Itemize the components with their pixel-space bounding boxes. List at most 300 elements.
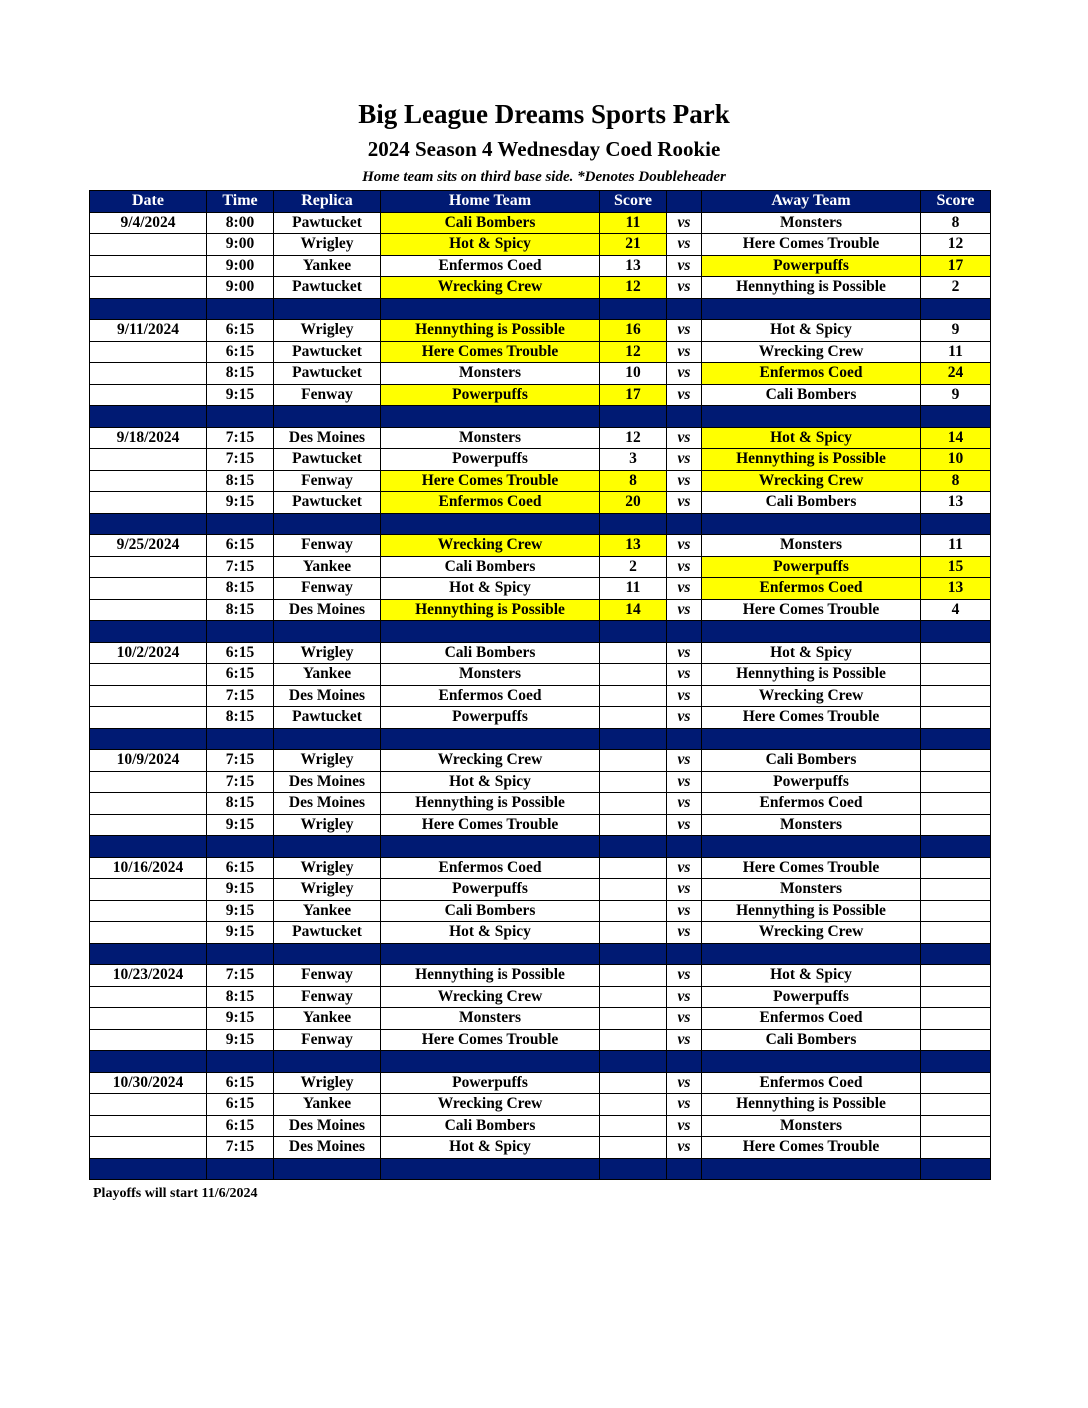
away-team-cell: Monsters	[702, 879, 921, 901]
time-cell: 6:15	[207, 1115, 274, 1137]
date-cell: 10/9/2024	[90, 750, 207, 772]
replica-cell: Fenway	[274, 986, 381, 1008]
date-cell	[90, 707, 207, 729]
week-separator-row	[90, 621, 991, 643]
vs-cell: vs	[667, 320, 702, 342]
replica-cell: Des Moines	[274, 771, 381, 793]
away-team-cell: Here Comes Trouble	[702, 234, 921, 256]
vs-cell: vs	[667, 664, 702, 686]
home-score-cell	[600, 707, 667, 729]
separator-cell	[667, 406, 702, 428]
date-cell	[90, 986, 207, 1008]
home-team-note: Home team sits on third base side. *Denotes Doubleheader	[362, 169, 726, 185]
replica-cell: Des Moines	[274, 685, 381, 707]
date-cell	[90, 814, 207, 836]
time-cell: 7:15	[207, 1137, 274, 1159]
away-team-cell: Here Comes Trouble	[702, 1137, 921, 1159]
separator-cell	[921, 943, 991, 965]
date-cell: 9/4/2024	[90, 212, 207, 234]
home-team-cell: Powerpuffs	[381, 707, 600, 729]
date-cell	[90, 771, 207, 793]
replica-cell: Wrigley	[274, 1072, 381, 1094]
separator-cell	[274, 1051, 381, 1073]
away-team-cell: Powerpuffs	[702, 986, 921, 1008]
separator-cell	[381, 943, 600, 965]
separator-cell	[274, 1158, 381, 1180]
home-score-cell	[600, 685, 667, 707]
game-row	[90, 986, 991, 1008]
away-score-cell: 13	[921, 578, 991, 600]
replica-cell: Fenway	[274, 578, 381, 600]
time-cell: 6:15	[207, 642, 274, 664]
vs-cell: vs	[667, 341, 702, 363]
away-team-cell: Enfermos Coed	[702, 363, 921, 385]
vs-cell: vs	[667, 857, 702, 879]
separator-cell	[90, 728, 207, 750]
time-cell: 8:15	[207, 986, 274, 1008]
separator-cell	[600, 298, 667, 320]
vs-cell: vs	[667, 363, 702, 385]
away-score-cell: 14	[921, 427, 991, 449]
date-cell	[90, 1115, 207, 1137]
vs-cell: vs	[667, 793, 702, 815]
away-score-cell	[921, 685, 991, 707]
time-cell: 6:15	[207, 341, 274, 363]
vs-cell: vs	[667, 771, 702, 793]
time-cell: 8:15	[207, 793, 274, 815]
date-cell	[90, 1029, 207, 1051]
away-score-cell	[921, 1072, 991, 1094]
home-score-cell	[600, 1115, 667, 1137]
game-row	[90, 470, 991, 492]
home-team-cell: Here Comes Trouble	[381, 470, 600, 492]
away-score-cell	[921, 793, 991, 815]
home-score-cell: 14	[600, 599, 667, 621]
separator-cell	[207, 728, 274, 750]
home-team-cell: Cali Bombers	[381, 212, 600, 234]
replica-cell: Pawtucket	[274, 363, 381, 385]
away-team-cell: Wrecking Crew	[702, 341, 921, 363]
home-score-cell	[600, 1008, 667, 1030]
home-score-cell: 2	[600, 556, 667, 578]
date-cell	[90, 341, 207, 363]
time-cell: 7:15	[207, 965, 274, 987]
away-team-cell: Enfermos Coed	[702, 1072, 921, 1094]
home-score-cell	[600, 771, 667, 793]
home-team-cell: Hot & Spicy	[381, 771, 600, 793]
home-team-cell: Here Comes Trouble	[381, 814, 600, 836]
away-score-cell	[921, 771, 991, 793]
week-separator-row	[90, 406, 991, 428]
game-row	[90, 1029, 991, 1051]
away-score-cell: 11	[921, 341, 991, 363]
game-row	[90, 707, 991, 729]
vs-cell: vs	[667, 234, 702, 256]
separator-cell	[667, 1158, 702, 1180]
home-score-cell	[600, 664, 667, 686]
time-cell: 9:15	[207, 1008, 274, 1030]
separator-cell	[921, 513, 991, 535]
away-team-cell: Monsters	[702, 535, 921, 557]
vs-cell: vs	[667, 449, 702, 471]
separator-cell	[381, 1158, 600, 1180]
schedule-table	[89, 190, 991, 1180]
page-subtitle: 2024 Season 4 Wednesday Coed Rookie	[367, 137, 721, 161]
game-row	[90, 1072, 991, 1094]
time-cell: 6:15	[207, 1072, 274, 1094]
away-team-cell: Monsters	[702, 1115, 921, 1137]
col-header-away-team: Away Team	[702, 191, 921, 213]
away-team-cell: Enfermos Coed	[702, 793, 921, 815]
time-cell: 9:15	[207, 879, 274, 901]
home-team-cell: Hot & Spicy	[381, 234, 600, 256]
separator-cell	[207, 513, 274, 535]
time-cell: 8:15	[207, 470, 274, 492]
home-score-cell: 10	[600, 363, 667, 385]
home-team-cell: Monsters	[381, 664, 600, 686]
game-row	[90, 277, 991, 299]
game-row	[90, 492, 991, 514]
home-team-cell: Monsters	[381, 427, 600, 449]
home-score-cell	[600, 857, 667, 879]
game-row	[90, 363, 991, 385]
home-score-cell	[600, 1029, 667, 1051]
away-score-cell: 9	[921, 320, 991, 342]
vs-cell: vs	[667, 470, 702, 492]
game-row	[90, 750, 991, 772]
separator-cell	[921, 621, 991, 643]
separator-cell	[600, 1158, 667, 1180]
date-cell: 10/30/2024	[90, 1072, 207, 1094]
home-team-cell: Monsters	[381, 363, 600, 385]
home-team-cell: Powerpuffs	[381, 384, 600, 406]
vs-cell: vs	[667, 879, 702, 901]
home-team-cell: Hennything is Possible	[381, 793, 600, 815]
game-row	[90, 1137, 991, 1159]
time-cell: 8:15	[207, 363, 274, 385]
separator-cell	[600, 621, 667, 643]
time-cell: 9:15	[207, 922, 274, 944]
vs-cell: vs	[667, 277, 702, 299]
time-cell: 8:15	[207, 707, 274, 729]
away-team-cell: Powerpuffs	[702, 771, 921, 793]
separator-cell	[381, 1051, 600, 1073]
separator-cell	[702, 1051, 921, 1073]
vs-cell: vs	[667, 1115, 702, 1137]
away-team-cell: Enfermos Coed	[702, 578, 921, 600]
separator-cell	[667, 728, 702, 750]
game-row	[90, 879, 991, 901]
date-cell	[90, 900, 207, 922]
away-team-cell: Cali Bombers	[702, 384, 921, 406]
time-cell: 7:15	[207, 449, 274, 471]
separator-cell	[702, 836, 921, 858]
away-score-cell: 12	[921, 234, 991, 256]
away-score-cell	[921, 750, 991, 772]
replica-cell: Wrigley	[274, 814, 381, 836]
separator-cell	[600, 513, 667, 535]
game-row	[90, 578, 991, 600]
away-score-cell: 9	[921, 384, 991, 406]
separator-cell	[381, 406, 600, 428]
home-team-cell: Hennything is Possible	[381, 599, 600, 621]
replica-cell: Pawtucket	[274, 212, 381, 234]
away-team-cell: Hot & Spicy	[702, 642, 921, 664]
week-separator-row	[90, 836, 991, 858]
away-team-cell: Here Comes Trouble	[702, 707, 921, 729]
date-cell	[90, 470, 207, 492]
separator-cell	[921, 836, 991, 858]
date-cell	[90, 599, 207, 621]
separator-cell	[702, 728, 921, 750]
replica-cell: Des Moines	[274, 599, 381, 621]
separator-cell	[667, 1051, 702, 1073]
away-score-cell: 11	[921, 535, 991, 557]
away-team-cell: Powerpuffs	[702, 556, 921, 578]
away-score-cell: 8	[921, 470, 991, 492]
game-row	[90, 814, 991, 836]
away-score-cell	[921, 1115, 991, 1137]
game-row	[90, 599, 991, 621]
home-score-cell	[600, 922, 667, 944]
away-score-cell: 8	[921, 212, 991, 234]
time-cell: 6:15	[207, 535, 274, 557]
time-cell: 6:15	[207, 857, 274, 879]
home-team-cell: Wrecking Crew	[381, 750, 600, 772]
time-cell: 9:15	[207, 900, 274, 922]
home-team-cell: Hennything is Possible	[381, 965, 600, 987]
game-row	[90, 535, 991, 557]
home-score-cell	[600, 986, 667, 1008]
game-row	[90, 922, 991, 944]
away-score-cell	[921, 879, 991, 901]
away-team-cell: Hot & Spicy	[702, 320, 921, 342]
date-cell	[90, 492, 207, 514]
vs-cell: vs	[667, 922, 702, 944]
date-cell	[90, 1137, 207, 1159]
replica-cell: Yankee	[274, 900, 381, 922]
replica-cell: Wrigley	[274, 320, 381, 342]
time-cell: 8:15	[207, 599, 274, 621]
week-separator-row	[90, 513, 991, 535]
game-row	[90, 556, 991, 578]
replica-cell: Wrigley	[274, 879, 381, 901]
home-team-cell: Wrecking Crew	[381, 1094, 600, 1116]
replica-cell: Des Moines	[274, 1137, 381, 1159]
game-row	[90, 664, 991, 686]
replica-cell: Pawtucket	[274, 707, 381, 729]
date-cell: 9/11/2024	[90, 320, 207, 342]
game-row	[90, 427, 991, 449]
home-score-cell: 13	[600, 535, 667, 557]
replica-cell: Wrigley	[274, 234, 381, 256]
date-cell: 9/25/2024	[90, 535, 207, 557]
away-team-cell: Monsters	[702, 814, 921, 836]
replica-cell: Des Moines	[274, 793, 381, 815]
separator-cell	[90, 621, 207, 643]
date-cell	[90, 556, 207, 578]
vs-cell: vs	[667, 1029, 702, 1051]
game-row	[90, 965, 991, 987]
col-header-replica: Replica	[274, 191, 381, 213]
away-team-cell: Hennything is Possible	[702, 277, 921, 299]
separator-cell	[207, 406, 274, 428]
replica-cell: Fenway	[274, 535, 381, 557]
replica-cell: Pawtucket	[274, 341, 381, 363]
vs-cell: vs	[667, 578, 702, 600]
game-row	[90, 320, 991, 342]
away-score-cell	[921, 707, 991, 729]
vs-cell: vs	[667, 535, 702, 557]
separator-cell	[600, 406, 667, 428]
away-score-cell	[921, 664, 991, 686]
home-score-cell	[600, 900, 667, 922]
home-team-cell: Wrecking Crew	[381, 986, 600, 1008]
game-row	[90, 449, 991, 471]
vs-cell: vs	[667, 556, 702, 578]
date-cell	[90, 685, 207, 707]
time-cell: 9:15	[207, 384, 274, 406]
vs-cell: vs	[667, 427, 702, 449]
time-cell: 9:15	[207, 814, 274, 836]
vs-cell: vs	[667, 1008, 702, 1030]
away-team-cell: Powerpuffs	[702, 255, 921, 277]
time-cell: 9:00	[207, 255, 274, 277]
separator-cell	[702, 1158, 921, 1180]
separator-cell	[274, 513, 381, 535]
separator-cell	[921, 1158, 991, 1180]
separator-cell	[600, 1051, 667, 1073]
home-score-cell: 12	[600, 277, 667, 299]
time-cell: 8:15	[207, 578, 274, 600]
game-row	[90, 384, 991, 406]
game-row	[90, 212, 991, 234]
time-cell: 6:15	[207, 664, 274, 686]
separator-cell	[207, 943, 274, 965]
home-score-cell: 17	[600, 384, 667, 406]
date-cell	[90, 1094, 207, 1116]
home-team-cell: Hot & Spicy	[381, 578, 600, 600]
replica-cell: Pawtucket	[274, 449, 381, 471]
home-score-cell: 12	[600, 341, 667, 363]
separator-cell	[207, 298, 274, 320]
vs-cell: vs	[667, 1137, 702, 1159]
vs-cell: vs	[667, 384, 702, 406]
away-score-cell	[921, 814, 991, 836]
away-score-cell	[921, 986, 991, 1008]
home-team-cell: Cali Bombers	[381, 900, 600, 922]
home-team-cell: Wrecking Crew	[381, 277, 600, 299]
separator-cell	[274, 836, 381, 858]
separator-cell	[921, 298, 991, 320]
away-team-cell: Cali Bombers	[702, 492, 921, 514]
home-team-cell: Cali Bombers	[381, 556, 600, 578]
away-score-cell	[921, 1094, 991, 1116]
replica-cell: Des Moines	[274, 427, 381, 449]
separator-cell	[381, 621, 600, 643]
home-team-cell: Here Comes Trouble	[381, 341, 600, 363]
game-row	[90, 1115, 991, 1137]
home-team-cell: Here Comes Trouble	[381, 1029, 600, 1051]
game-row	[90, 771, 991, 793]
col-header-vs	[667, 191, 702, 213]
away-score-cell: 17	[921, 255, 991, 277]
away-team-cell: Wrecking Crew	[702, 922, 921, 944]
away-score-cell: 4	[921, 599, 991, 621]
replica-cell: Fenway	[274, 1029, 381, 1051]
away-team-cell: Enfermos Coed	[702, 1008, 921, 1030]
game-row	[90, 793, 991, 815]
separator-cell	[207, 1051, 274, 1073]
time-cell: 9:15	[207, 1029, 274, 1051]
separator-cell	[600, 728, 667, 750]
home-team-cell: Cali Bombers	[381, 642, 600, 664]
date-cell	[90, 793, 207, 815]
game-row	[90, 900, 991, 922]
away-score-cell	[921, 965, 991, 987]
separator-cell	[90, 298, 207, 320]
away-score-cell: 2	[921, 277, 991, 299]
replica-cell: Fenway	[274, 384, 381, 406]
col-header-time: Time	[207, 191, 274, 213]
col-header-away-score: Score	[921, 191, 991, 213]
home-team-cell: Monsters	[381, 1008, 600, 1030]
time-cell: 7:15	[207, 556, 274, 578]
separator-cell	[667, 298, 702, 320]
separator-cell	[207, 1158, 274, 1180]
away-score-cell	[921, 1029, 991, 1051]
home-team-cell: Enfermos Coed	[381, 857, 600, 879]
home-score-cell: 11	[600, 578, 667, 600]
separator-cell	[921, 1051, 991, 1073]
date-cell	[90, 664, 207, 686]
separator-cell	[207, 836, 274, 858]
home-team-cell: Powerpuffs	[381, 1072, 600, 1094]
vs-cell: vs	[667, 255, 702, 277]
separator-cell	[274, 728, 381, 750]
separator-cell	[381, 513, 600, 535]
vs-cell: vs	[667, 750, 702, 772]
date-cell	[90, 384, 207, 406]
date-cell	[90, 879, 207, 901]
home-score-cell: 16	[600, 320, 667, 342]
away-score-cell: 15	[921, 556, 991, 578]
week-separator-row	[90, 943, 991, 965]
game-row	[90, 685, 991, 707]
col-header-home-team: Home Team	[381, 191, 600, 213]
home-score-cell	[600, 642, 667, 664]
date-cell	[90, 234, 207, 256]
date-cell	[90, 363, 207, 385]
date-cell: 10/23/2024	[90, 965, 207, 987]
header-row	[90, 191, 991, 213]
week-separator-row	[90, 728, 991, 750]
date-cell: 10/16/2024	[90, 857, 207, 879]
home-score-cell: 20	[600, 492, 667, 514]
replica-cell: Wrigley	[274, 642, 381, 664]
away-score-cell	[921, 642, 991, 664]
game-row	[90, 234, 991, 256]
away-team-cell: Here Comes Trouble	[702, 857, 921, 879]
separator-cell	[274, 298, 381, 320]
date-cell: 10/2/2024	[90, 642, 207, 664]
vs-cell: vs	[667, 814, 702, 836]
away-score-cell	[921, 1137, 991, 1159]
separator-cell	[702, 943, 921, 965]
away-score-cell: 24	[921, 363, 991, 385]
vs-cell: vs	[667, 900, 702, 922]
vs-cell: vs	[667, 685, 702, 707]
